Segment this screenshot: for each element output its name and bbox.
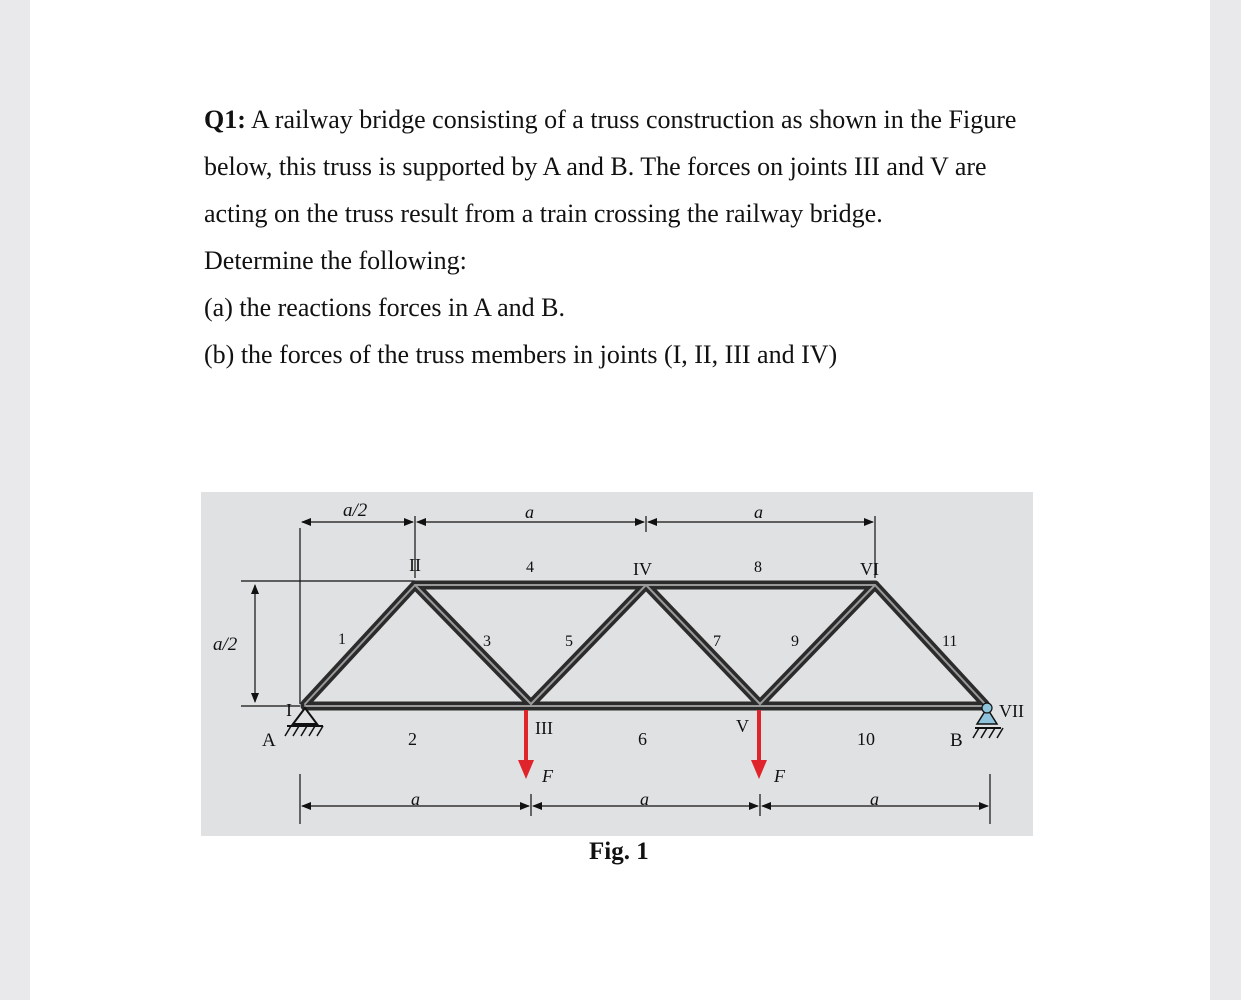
joint-iv-label: IV [633,559,652,579]
truss-members [305,585,985,706]
dim-top-a1-label: a [525,502,534,522]
joint-ii-label: II [409,555,421,575]
member-8-label: 8 [754,559,762,576]
member-3-label: 3 [483,633,491,650]
member-1-label: 1 [338,631,346,648]
member-9-label: 9 [791,633,799,650]
joint-vii-label: VII [999,701,1024,721]
member-2-label: 2 [408,729,417,749]
load-f-v-label: F [774,766,785,786]
joint-vi-label: VI [860,559,879,579]
member-11-label: 11 [942,633,958,650]
joint-iii-label: III [535,718,553,738]
dim-top-half-label: a/2 [343,500,368,521]
member-7-label: 7 [713,633,721,650]
member-5-label: 5 [565,633,573,650]
support-a-label: A [262,730,276,751]
dim-height-label: a/2 [213,634,238,655]
joint-v-label: V [736,716,749,736]
question-line-1 [204,96,1064,143]
question-text [204,96,1064,378]
load-f-iii-label: F [542,766,553,786]
truss-figure [201,492,1033,836]
member-6-label: 6 [638,729,647,749]
member-4-label: 4 [526,559,534,576]
question-part-b: (b) the forces of the truss members in joints (I, II, III and IV) [204,340,838,369]
question-line-3: acting on the truss result from a train crossing the railway bridge. [204,199,883,228]
truss-diagram [201,492,1033,836]
dim-bottom-a1-label: a [411,789,420,809]
dim-bottom-a3-label: a [870,789,879,809]
question-label: Q1: [204,105,246,134]
dim-top-a2-label: a [754,502,763,522]
question-part-a: (a) the reactions forces in A and B. [204,293,565,322]
joint-i-label: I [286,700,292,720]
dim-bottom-a2-label: a [640,789,649,809]
support-b-label: B [950,730,963,751]
figure-caption: Fig. 1 [589,838,649,865]
question-line-2: below, this truss is supported by A and B. The forces on joints III and V are [204,152,987,181]
height-dimension-lines [241,581,415,706]
question-line-4: Determine the following: [204,246,467,275]
member-10-label: 10 [857,729,875,749]
question-line-1-text: A railway bridge consisting of a truss construction as shown in the Figure [245,105,1017,134]
